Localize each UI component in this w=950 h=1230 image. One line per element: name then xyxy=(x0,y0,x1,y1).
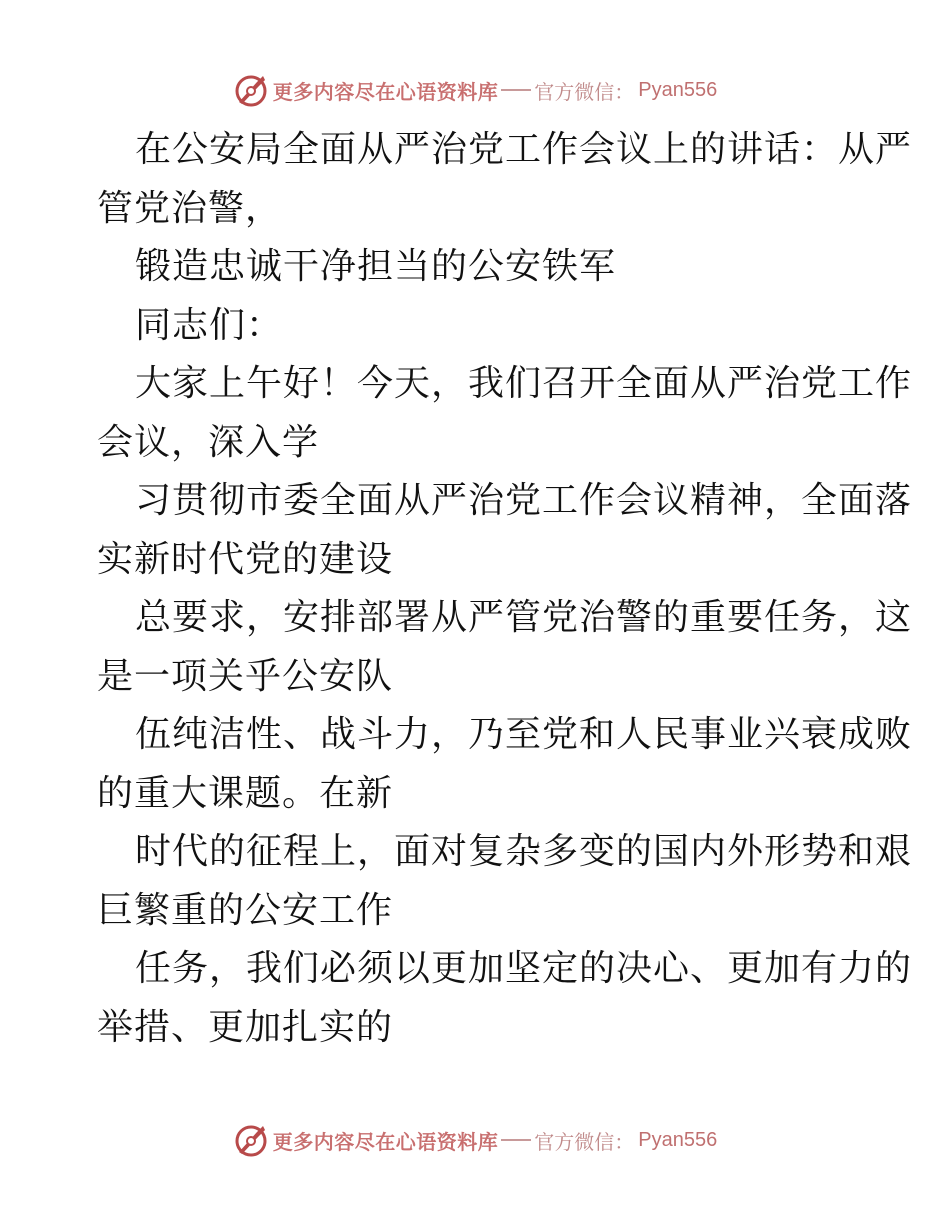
watermark-dash xyxy=(501,89,531,91)
paragraph-line: 会议，深入学 xyxy=(97,421,320,463)
paragraph-line: 大家上午好！今天，我们召开全面从严治党工作 xyxy=(135,363,913,404)
document-body xyxy=(97,121,913,1057)
paragraph-line: 伍纯洁性、战斗力，乃至党和人民事业兴衰成败 xyxy=(135,714,913,755)
paragraph-line: 时代的征程上，面对复杂多变的国内外形势和艰 xyxy=(135,831,913,872)
header-watermark xyxy=(0,70,950,110)
paragraph-line: 管党治警， xyxy=(97,187,283,229)
paragraph-line: 举措、更加扎实的 xyxy=(97,1006,394,1048)
paragraph-line: 是一项关乎公安队 xyxy=(97,655,394,697)
pen-logo-icon xyxy=(233,72,269,108)
watermark-official-label: 官方微信： xyxy=(534,79,635,104)
watermark-site-name: 更多内容尽在心语资料库 xyxy=(272,1129,499,1154)
paragraph-line: 的重大课题。在新 xyxy=(97,772,394,814)
paragraph-line: 总要求，安排部署从严管党治警的重要任务，这 xyxy=(135,597,913,638)
watermark-official-label: 官方微信： xyxy=(534,1129,635,1154)
paragraph-line: 习贯彻市委全面从严治党工作会议精神，全面落 xyxy=(135,480,913,521)
paragraph-line: 在公安局全面从严治党工作会议上的讲话：从严 xyxy=(135,129,913,170)
paragraph-line: 任务，我们必须以更加坚定的决心、更加有力的 xyxy=(135,948,913,989)
footer-watermark xyxy=(0,1120,950,1160)
watermark-site-name: 更多内容尽在心语资料库 xyxy=(272,79,499,104)
watermark-account-id: Pyan556 xyxy=(638,78,718,101)
watermark-account-id: Pyan556 xyxy=(638,1128,718,1151)
paragraph-line: 锻造忠诚干净担当的公安铁军 xyxy=(135,246,617,287)
pen-logo-icon xyxy=(233,1122,269,1158)
watermark-dash xyxy=(501,1139,531,1141)
paragraph-line: 实新时代党的建设 xyxy=(97,538,394,580)
paragraph-line: 同志们： xyxy=(135,304,284,346)
paragraph-line: 巨繁重的公安工作 xyxy=(97,889,394,931)
